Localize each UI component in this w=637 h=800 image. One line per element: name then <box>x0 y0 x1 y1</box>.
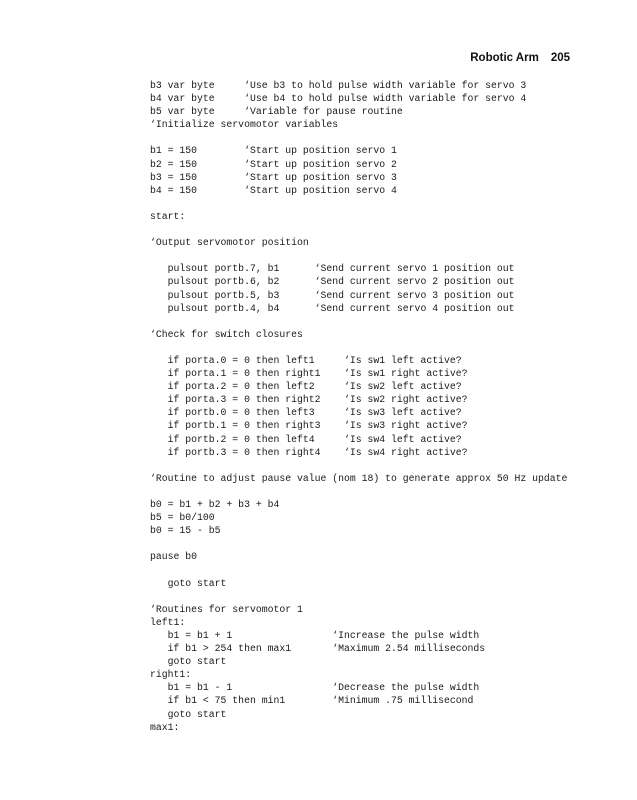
code-listing <box>150 79 567 734</box>
code-line <box>150 131 567 144</box>
code-line: if portb.3 = 0 then right4 ‘Is sw4 right active? <box>150 446 468 458</box>
code-line <box>150 341 567 354</box>
code-line: b0 = b1 + b2 + b3 + b4 <box>150 499 280 510</box>
code-line: b1 = 150 ‘Start up position servo 1 <box>150 145 397 157</box>
code-line: b0 = 15 - b5 <box>150 525 221 537</box>
code-line: pulsout portb.7, b1 ‘Send current servo 1 position out <box>150 263 515 275</box>
code-line: if portb.1 = 0 then right3 ‘Is sw3 right active? <box>150 420 468 432</box>
code-line <box>150 485 567 498</box>
code-line: right1: <box>150 669 192 681</box>
code-line: pause b0 <box>150 551 198 563</box>
code-line: b5 = b0/100 <box>150 512 215 524</box>
code-line: if portb.0 = 0 then left3 ‘Is sw3 left active? <box>150 407 462 419</box>
code-line: b3 var byte ‘Use b3 to hold pulse width variable for servo 3 <box>150 80 527 91</box>
code-line: goto start <box>150 577 227 589</box>
code-line: ‘Initialize servomotor variables <box>150 119 339 131</box>
code-line <box>150 563 567 576</box>
code-line: b1 = b1 - 1 ‘Decrease the pulse width <box>150 682 480 694</box>
code-line: if porta.0 = 0 then left1 ‘Is sw1 left active? <box>150 354 462 366</box>
code-line: b3 = 150 ‘Start up position servo 3 <box>150 171 397 183</box>
code-line: ‘Routine to adjust pause value (nom 18) to generate approx 50 Hz update <box>150 472 568 484</box>
code-line: ‘Check for switch closures <box>150 328 303 340</box>
code-line: max1: <box>150 721 180 733</box>
code-line: b4 = 150 ‘Start up position servo 4 <box>150 184 397 196</box>
code-line: b5 var byte ‘Variable for pause routine <box>150 106 403 118</box>
code-line: pulsout portb.6, b2 ‘Send current servo 2 position out <box>150 276 515 288</box>
code-line: b2 = 150 ‘Start up position servo 2 <box>150 158 397 170</box>
code-line: left1: <box>150 616 186 628</box>
code-line <box>150 223 567 236</box>
code-line: if b1 > 254 then max1 ‘Maximum 2.54 milliseconds <box>150 643 486 655</box>
code-line: pulsout portb.5, b3 ‘Send current servo 3 position out <box>150 289 515 301</box>
code-line: if portb.2 = 0 then left4 ‘Is sw4 left active? <box>150 433 462 445</box>
header-title: Robotic Arm <box>470 52 539 64</box>
code-line <box>150 197 567 210</box>
code-line <box>150 249 567 262</box>
code-line <box>150 315 567 328</box>
code-line: if porta.3 = 0 then right2 ‘Is sw2 right active? <box>150 394 468 406</box>
code-line <box>150 459 567 472</box>
code-line: pulsout portb.4, b4 ‘Send current servo 4 position out <box>150 302 515 314</box>
page-number: 205 <box>550 52 570 64</box>
code-line: ‘Routines for servomotor 1 <box>150 603 303 615</box>
running-header <box>470 52 570 64</box>
code-line: goto start <box>150 656 227 668</box>
code-line: start: <box>150 210 186 222</box>
code-line <box>150 537 567 550</box>
code-line: if porta.2 = 0 then left2 ‘Is sw2 left active? <box>150 381 462 393</box>
code-line: b4 var byte ‘Use b4 to hold pulse width variable for servo 4 <box>150 93 527 105</box>
code-line: if porta.1 = 0 then right1 ‘Is sw1 right active? <box>150 368 468 380</box>
code-line: goto start <box>150 708 227 720</box>
code-line: ‘Output servomotor position <box>150 237 309 249</box>
code-line: b1 = b1 + 1 ‘Increase the pulse width <box>150 629 480 641</box>
code-line <box>150 590 567 603</box>
code-line: if b1 < 75 then min1 ‘Minimum .75 millisecond <box>150 695 474 707</box>
